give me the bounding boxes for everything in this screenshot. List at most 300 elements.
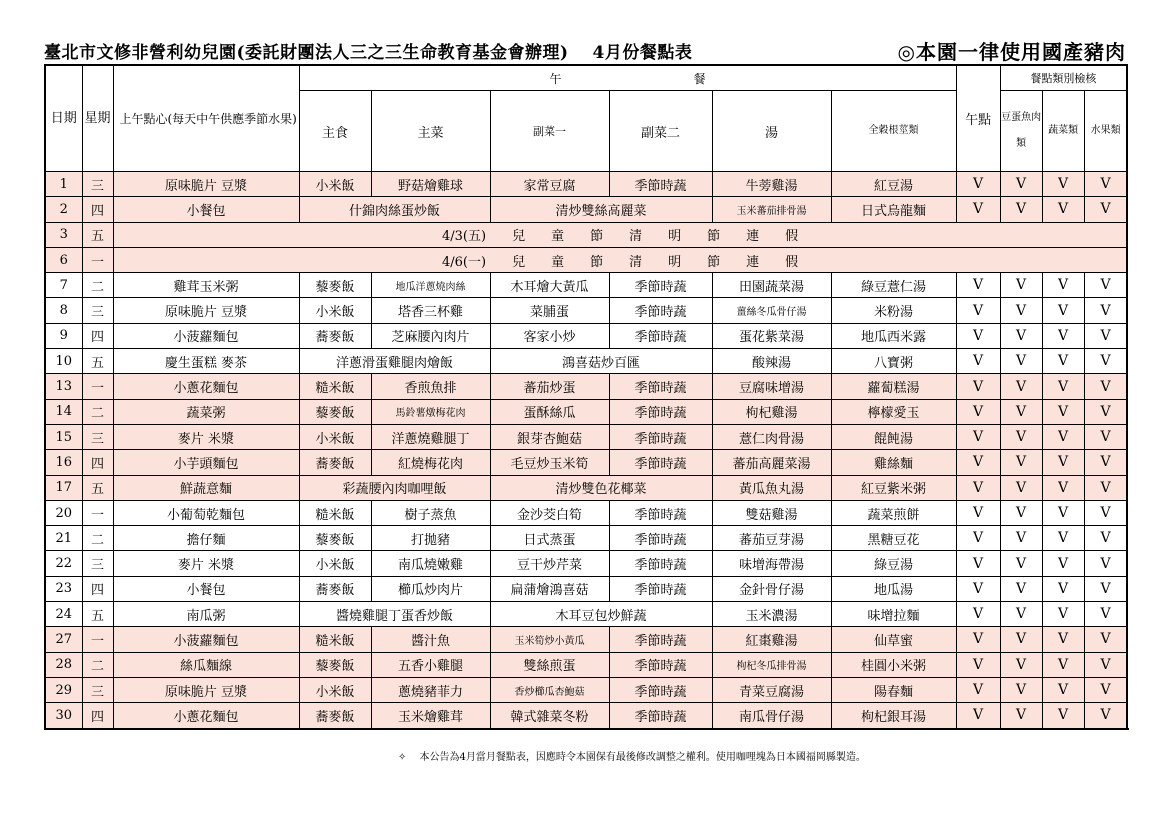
header-side1: 副菜一 — [490, 91, 609, 172]
morning-snack-cell: 原味脆片 豆漿 — [113, 298, 299, 323]
holiday-cell: 4/6(一) 兒 童 節 清 明 節 連 假 — [113, 247, 1127, 272]
menu-row — [45, 500, 1127, 525]
check-veg-mark: V — [1042, 526, 1084, 551]
side-dish-2-cell: 季節時蔬 — [609, 273, 712, 298]
side-dish-2-cell: 季節時蔬 — [609, 323, 712, 348]
page-title: 臺北市文修非營利幼兒園(委託財團法人三之三生命教育基金會辦理) 4月份餐點表 — [44, 43, 693, 63]
check-protein-mark: V — [1000, 399, 1042, 424]
afternoon-snack-cell: 紅豆紫米粥 — [831, 475, 956, 500]
menu-row — [45, 576, 1127, 601]
side-dish-1-cell: 韓式雜菜冬粉 — [490, 703, 609, 729]
weekday-cell: 四 — [82, 197, 113, 222]
morning-snack-cell: 麥片 米漿 — [113, 424, 299, 449]
check-fruit-mark: V — [1084, 576, 1127, 601]
morning-snack-cell: 小蔥花麵包 — [113, 703, 299, 729]
menu-row — [45, 424, 1127, 449]
check-protein-mark: V — [1000, 475, 1042, 500]
main-dish-cell: 蔥燒豬菲力 — [371, 677, 490, 702]
side-dish-2-cell: 季節時蔬 — [609, 399, 712, 424]
menu-row — [45, 526, 1127, 551]
check-veg-mark: V — [1042, 602, 1084, 627]
soup-cell: 薏仁肉骨湯 — [712, 424, 831, 449]
check-veg-mark: V — [1042, 349, 1084, 374]
day-cell: 16 — [45, 450, 82, 475]
header-lunch: 午 餐 — [299, 65, 956, 91]
check-veg-mark: V — [1042, 298, 1084, 323]
check-fruit-mark: V — [1084, 526, 1127, 551]
afternoon-snack-cell: 地瓜西米露 — [831, 323, 956, 348]
staple-cell: 糙米飯 — [299, 500, 371, 525]
check-grain-mark: V — [956, 475, 1000, 500]
morning-snack-cell: 絲瓜麵線 — [113, 652, 299, 677]
main-dish-cell: 芝麻腰內肉片 — [371, 323, 490, 348]
check-grain-mark: V — [956, 500, 1000, 525]
side-dish-2-cell: 季節時蔬 — [609, 677, 712, 702]
check-veg-mark: V — [1042, 273, 1084, 298]
morning-snack-cell: 慶生蛋糕 麥茶 — [113, 349, 299, 374]
day-cell: 23 — [45, 576, 82, 601]
day-cell: 15 — [45, 424, 82, 449]
check-grain-mark: V — [956, 349, 1000, 374]
check-veg-mark: V — [1042, 197, 1084, 222]
check-protein-mark: V — [1000, 500, 1042, 525]
morning-snack-cell: 麥片 米漿 — [113, 551, 299, 576]
afternoon-snack-cell: 枸杞銀耳湯 — [831, 703, 956, 729]
check-fruit-mark: V — [1084, 323, 1127, 348]
header-veg: 蔬菜類 — [1042, 91, 1084, 172]
side-dish-1-cell: 雙絲煎蛋 — [490, 652, 609, 677]
check-grain-mark: V — [956, 197, 1000, 222]
main-dish-cell: 櫛瓜炒肉片 — [371, 576, 490, 601]
menu-row — [45, 323, 1127, 348]
weekday-cell: 三 — [82, 172, 113, 197]
check-grain-mark: V — [956, 273, 1000, 298]
check-veg-mark: V — [1042, 424, 1084, 449]
side-dish-1-cell: 毛豆炒玉米筍 — [490, 450, 609, 475]
check-grain-mark: V — [956, 576, 1000, 601]
check-grain-mark: V — [956, 602, 1000, 627]
staple-cell: 藜麥飯 — [299, 399, 371, 424]
side-dish-2-cell: 季節時蔬 — [609, 526, 712, 551]
day-cell: 13 — [45, 374, 82, 399]
header-row-1 — [45, 65, 1127, 91]
menu-row — [45, 450, 1127, 475]
weekday-cell: 一 — [82, 374, 113, 399]
menu-row — [45, 247, 1127, 272]
title-row — [44, 38, 1126, 64]
soup-cell: 玉米蕃茄排骨湯 — [712, 197, 831, 222]
side-dish-2-cell: 季節時蔬 — [609, 703, 712, 729]
afternoon-snack-cell: 餛飩湯 — [831, 424, 956, 449]
header-side2: 副菜二 — [609, 91, 712, 172]
morning-snack-cell: 小餐包 — [113, 197, 299, 222]
main-dish-cell: 塔香三杯雞 — [371, 298, 490, 323]
menu-row — [45, 197, 1127, 222]
main-dish-cell: 打拋豬 — [371, 526, 490, 551]
afternoon-snack-cell: 檸檬愛玉 — [831, 399, 956, 424]
side-dish-2-cell: 季節時蔬 — [609, 172, 712, 197]
side-dish-1-cell: 菜脯蛋 — [490, 298, 609, 323]
check-fruit-mark: V — [1084, 602, 1127, 627]
menu-row — [45, 551, 1127, 576]
check-veg-mark: V — [1042, 450, 1084, 475]
afternoon-snack-cell: 黑糖豆花 — [831, 526, 956, 551]
staple-cell: 藜麥飯 — [299, 273, 371, 298]
weekday-cell: 三 — [82, 298, 113, 323]
check-veg-mark: V — [1042, 399, 1084, 424]
afternoon-snack-cell: 蘿蔔糕湯 — [831, 374, 956, 399]
check-fruit-mark: V — [1084, 424, 1127, 449]
main-dish-cell: 玉米燴雞茸 — [371, 703, 490, 729]
header-staple: 主食 — [299, 91, 371, 172]
check-protein-mark: V — [1000, 652, 1042, 677]
side-dish-2-cell: 季節時蔬 — [609, 298, 712, 323]
check-protein-mark: V — [1000, 602, 1042, 627]
day-cell: 8 — [45, 298, 82, 323]
side-dish-2-cell: 季節時蔬 — [609, 652, 712, 677]
check-veg-mark: V — [1042, 703, 1084, 729]
menu-row — [45, 172, 1127, 197]
morning-snack-cell: 鮮蔬意麵 — [113, 475, 299, 500]
soup-cell: 酸辣湯 — [712, 349, 831, 374]
check-fruit-mark: V — [1084, 703, 1127, 729]
staple-cell: 糙米飯 — [299, 627, 371, 652]
check-fruit-mark: V — [1084, 551, 1127, 576]
check-protein-mark: V — [1000, 172, 1042, 197]
main-dish-cell: 醬汁魚 — [371, 627, 490, 652]
check-protein-mark: V — [1000, 677, 1042, 702]
check-protein-mark: V — [1000, 374, 1042, 399]
staple-cell: 蕎麥飯 — [299, 576, 371, 601]
weekday-cell: 四 — [82, 450, 113, 475]
morning-snack-cell: 原味脆片 豆漿 — [113, 677, 299, 702]
header-soup: 湯 — [712, 91, 831, 172]
check-fruit-mark: V — [1084, 652, 1127, 677]
staple-cell: 蕎麥飯 — [299, 703, 371, 729]
check-grain-mark: V — [956, 399, 1000, 424]
day-cell: 28 — [45, 652, 82, 677]
menu-row — [45, 273, 1127, 298]
header-weekday: 星期 — [82, 65, 113, 172]
main-dish-cell: 野菇燴雞球 — [371, 172, 490, 197]
check-veg-mark: V — [1042, 374, 1084, 399]
morning-snack-cell: 小餐包 — [113, 576, 299, 601]
side-dish-2-cell: 季節時蔬 — [609, 627, 712, 652]
weekday-cell: 四 — [82, 576, 113, 601]
main-dish-cell: 紅燒梅花肉 — [371, 450, 490, 475]
check-grain-mark: V — [956, 703, 1000, 729]
side-dish-1-cell: 日式蒸蛋 — [490, 526, 609, 551]
header-protein: 豆蛋魚肉類 — [1000, 91, 1042, 172]
sides-cell: 清炒雙色花椰菜 — [490, 475, 712, 500]
check-grain-mark: V — [956, 652, 1000, 677]
staple-cell: 藜麥飯 — [299, 526, 371, 551]
weekday-cell: 五 — [82, 475, 113, 500]
weekday-cell: 五 — [82, 222, 113, 247]
holiday-cell: 4/3(五) 兒 童 節 清 明 節 連 假 — [113, 222, 1127, 247]
check-fruit-mark: V — [1084, 374, 1127, 399]
side-dish-1-cell: 銀芽杏鮑菇 — [490, 424, 609, 449]
side-dish-2-cell: 季節時蔬 — [609, 450, 712, 475]
check-protein-mark: V — [1000, 450, 1042, 475]
staple-cell: 小米飯 — [299, 172, 371, 197]
check-grain-mark: V — [956, 374, 1000, 399]
afternoon-snack-cell: 陽春麵 — [831, 677, 956, 702]
afternoon-snack-cell: 紅豆湯 — [831, 172, 956, 197]
day-cell: 27 — [45, 627, 82, 652]
check-grain-mark: V — [956, 627, 1000, 652]
day-cell: 9 — [45, 323, 82, 348]
day-cell: 10 — [45, 349, 82, 374]
header-morning: 上午點心(每天中午供應季節水果) — [113, 65, 299, 172]
soup-cell: 牛蒡雞湯 — [712, 172, 831, 197]
header-day: 日期 — [45, 65, 82, 172]
morning-snack-cell: 小菠蘿麵包 — [113, 627, 299, 652]
weekday-cell: 二 — [82, 652, 113, 677]
afternoon-snack-cell: 桂圓小米粥 — [831, 652, 956, 677]
staple-main-cell: 什錦肉絲蛋炒飯 — [299, 197, 490, 222]
side-dish-2-cell: 季節時蔬 — [609, 374, 712, 399]
soup-cell: 黃瓜魚丸湯 — [712, 475, 831, 500]
soup-cell: 蛋花紫菜湯 — [712, 323, 831, 348]
staple-cell: 小米飯 — [299, 677, 371, 702]
day-cell: 21 — [45, 526, 82, 551]
staple-main-cell: 洋蔥滑蛋雞腿肉燴飯 — [299, 349, 490, 374]
check-fruit-mark: V — [1084, 349, 1127, 374]
weekday-cell: 二 — [82, 526, 113, 551]
check-veg-mark: V — [1042, 551, 1084, 576]
check-fruit-mark: V — [1084, 627, 1127, 652]
weekday-cell: 二 — [82, 273, 113, 298]
soup-cell: 枸杞冬瓜排骨湯 — [712, 652, 831, 677]
day-cell: 2 — [45, 197, 82, 222]
soup-cell: 青菜豆腐湯 — [712, 677, 831, 702]
check-grain-mark: V — [956, 424, 1000, 449]
check-grain-mark: V — [956, 526, 1000, 551]
check-grain-mark: V — [956, 172, 1000, 197]
afternoon-snack-cell: 八寶粥 — [831, 349, 956, 374]
soup-cell: 枸杞雞湯 — [712, 399, 831, 424]
weekday-cell: 一 — [82, 247, 113, 272]
check-fruit-mark: V — [1084, 475, 1127, 500]
day-cell: 3 — [45, 222, 82, 247]
afternoon-snack-cell: 地瓜湯 — [831, 576, 956, 601]
main-dish-cell: 香煎魚排 — [371, 374, 490, 399]
menu-row — [45, 627, 1127, 652]
soup-cell: 蕃茄豆芽湯 — [712, 526, 831, 551]
check-protein-mark: V — [1000, 627, 1042, 652]
check-protein-mark: V — [1000, 197, 1042, 222]
morning-snack-cell: 雞茸玉米粥 — [113, 273, 299, 298]
morning-snack-cell: 南瓜粥 — [113, 602, 299, 627]
side-dish-1-cell: 金沙茭白筍 — [490, 500, 609, 525]
menu-row — [45, 349, 1127, 374]
side-dish-1-cell: 豆干炒芹菜 — [490, 551, 609, 576]
main-dish-cell: 南瓜燒嫩雞 — [371, 551, 490, 576]
soup-cell: 田園蔬菜湯 — [712, 273, 831, 298]
soup-cell: 南瓜骨仔湯 — [712, 703, 831, 729]
staple-cell: 蕎麥飯 — [299, 450, 371, 475]
staple-cell: 藜麥飯 — [299, 652, 371, 677]
check-grain-mark: V — [956, 677, 1000, 702]
header-grain: 全穀根莖類 — [831, 91, 956, 172]
sides-cell: 清炒雙絲高麗菜 — [490, 197, 712, 222]
afternoon-snack-cell: 綠豆湯 — [831, 551, 956, 576]
morning-snack-cell: 蔬菜粥 — [113, 399, 299, 424]
check-protein-mark: V — [1000, 424, 1042, 449]
check-veg-mark: V — [1042, 627, 1084, 652]
weekday-cell: 一 — [82, 627, 113, 652]
weekday-cell: 三 — [82, 424, 113, 449]
check-grain-mark: V — [956, 450, 1000, 475]
afternoon-snack-cell: 仙草蜜 — [831, 627, 956, 652]
staple-cell: 小米飯 — [299, 551, 371, 576]
check-protein-mark: V — [1000, 526, 1042, 551]
main-dish-cell: 地瓜洋蔥燒肉絲 — [371, 273, 490, 298]
soup-cell: 金針骨仔湯 — [712, 576, 831, 601]
morning-snack-cell: 原味脆片 豆漿 — [113, 172, 299, 197]
side-dish-1-cell: 家常豆腐 — [490, 172, 609, 197]
check-veg-mark: V — [1042, 576, 1084, 601]
side-dish-2-cell: 季節時蔬 — [609, 500, 712, 525]
staple-cell: 糙米飯 — [299, 374, 371, 399]
weekday-cell: 三 — [82, 677, 113, 702]
check-veg-mark: V — [1042, 500, 1084, 525]
day-cell: 6 — [45, 247, 82, 272]
afternoon-snack-cell: 蔬菜煎餅 — [831, 500, 956, 525]
day-cell: 17 — [45, 475, 82, 500]
sides-cell: 鴻喜菇炒百匯 — [490, 349, 712, 374]
header-fruit: 水果類 — [1084, 91, 1127, 172]
header-afternoon: 午點 — [956, 65, 1000, 172]
afternoon-snack-cell: 日式烏龍麵 — [831, 197, 956, 222]
morning-snack-cell: 小葡萄乾麵包 — [113, 500, 299, 525]
menu-row — [45, 298, 1127, 323]
menu-row — [45, 703, 1127, 729]
weekday-cell: 二 — [82, 399, 113, 424]
check-protein-mark: V — [1000, 576, 1042, 601]
check-protein-mark: V — [1000, 551, 1042, 576]
weekday-cell: 三 — [82, 551, 113, 576]
day-cell: 24 — [45, 602, 82, 627]
afternoon-snack-cell: 綠豆薏仁湯 — [831, 273, 956, 298]
menu-row — [45, 652, 1127, 677]
sides-cell: 木耳豆包炒鮮蔬 — [490, 602, 712, 627]
morning-snack-cell: 擔仔麵 — [113, 526, 299, 551]
check-grain-mark: V — [956, 298, 1000, 323]
main-dish-cell: 馬鈴薯燉梅花肉 — [371, 399, 490, 424]
side-dish-1-cell: 蕃茄炒蛋 — [490, 374, 609, 399]
side-dish-1-cell: 玉米筍炒小黃瓜 — [490, 627, 609, 652]
staple-main-cell: 醬燒雞腿丁蛋香炒飯 — [299, 602, 490, 627]
check-protein-mark: V — [1000, 349, 1042, 374]
staple-cell: 小米飯 — [299, 424, 371, 449]
check-fruit-mark: V — [1084, 399, 1127, 424]
weekday-cell: 四 — [82, 703, 113, 729]
soup-cell: 蕃茄高麗菜湯 — [712, 450, 831, 475]
day-cell: 20 — [45, 500, 82, 525]
check-protein-mark: V — [1000, 298, 1042, 323]
check-fruit-mark: V — [1084, 298, 1127, 323]
header-main: 主菜 — [371, 91, 490, 172]
day-cell: 22 — [45, 551, 82, 576]
menu-row — [45, 602, 1127, 627]
menu-row — [45, 222, 1127, 247]
main-dish-cell: 五香小雞腿 — [371, 652, 490, 677]
check-veg-mark: V — [1042, 172, 1084, 197]
check-grain-mark: V — [956, 551, 1000, 576]
side-dish-1-cell: 香炒櫛瓜杏鮑菇 — [490, 677, 609, 702]
check-veg-mark: V — [1042, 323, 1084, 348]
check-veg-mark: V — [1042, 652, 1084, 677]
side-dish-1-cell: 客家小炒 — [490, 323, 609, 348]
check-veg-mark: V — [1042, 475, 1084, 500]
menu-row — [45, 475, 1127, 500]
soup-cell: 紅棗雞湯 — [712, 627, 831, 652]
check-fruit-mark: V — [1084, 172, 1127, 197]
staple-cell: 蕎麥飯 — [299, 323, 371, 348]
check-fruit-mark: V — [1084, 197, 1127, 222]
menu-row — [45, 677, 1127, 702]
staple-main-cell: 彩蔬腰內肉咖哩飯 — [299, 475, 490, 500]
weekday-cell: 一 — [82, 500, 113, 525]
footnote: ✧ 本公告為4月當月餐點表，因應時令本園保有最後修改調整之權利。使用咖哩塊為日本國福岡縣製造。 — [398, 752, 866, 763]
menu-table — [44, 64, 1128, 730]
morning-snack-cell: 小蔥花麵包 — [113, 374, 299, 399]
staple-cell: 小米飯 — [299, 298, 371, 323]
soup-cell: 味增海帶湯 — [712, 551, 831, 576]
menu-row — [45, 374, 1127, 399]
check-fruit-mark: V — [1084, 273, 1127, 298]
soup-cell: 雙菇雞湯 — [712, 500, 831, 525]
side-dish-2-cell: 季節時蔬 — [609, 551, 712, 576]
side-dish-2-cell: 季節時蔬 — [609, 424, 712, 449]
day-cell: 7 — [45, 273, 82, 298]
check-fruit-mark: V — [1084, 500, 1127, 525]
check-fruit-mark: V — [1084, 450, 1127, 475]
check-protein-mark: V — [1000, 703, 1042, 729]
pork-notice: ◎本園一律使用國產豬肉 — [897, 40, 1126, 64]
menu-row — [45, 399, 1127, 424]
weekday-cell: 五 — [82, 602, 113, 627]
side-dish-1-cell: 扁蒲燴鴻喜菇 — [490, 576, 609, 601]
afternoon-snack-cell: 雞絲麵 — [831, 450, 956, 475]
weekday-cell: 四 — [82, 323, 113, 348]
weekday-cell: 五 — [82, 349, 113, 374]
day-cell: 30 — [45, 703, 82, 729]
main-dish-cell: 洋蔥燒雞腿丁 — [371, 424, 490, 449]
header-check: 餐點類別檢核 — [1000, 65, 1127, 91]
main-dish-cell: 樹子蒸魚 — [371, 500, 490, 525]
afternoon-snack-cell: 米粉湯 — [831, 298, 956, 323]
morning-snack-cell: 小芋頭麵包 — [113, 450, 299, 475]
check-veg-mark: V — [1042, 677, 1084, 702]
side-dish-1-cell: 木耳燴大黃瓜 — [490, 273, 609, 298]
check-protein-mark: V — [1000, 323, 1042, 348]
side-dish-1-cell: 蛋酥絲瓜 — [490, 399, 609, 424]
day-cell: 1 — [45, 172, 82, 197]
check-protein-mark: V — [1000, 273, 1042, 298]
check-fruit-mark: V — [1084, 677, 1127, 702]
check-grain-mark: V — [956, 323, 1000, 348]
day-cell: 14 — [45, 399, 82, 424]
side-dish-2-cell: 季節時蔬 — [609, 576, 712, 601]
morning-snack-cell: 小菠蘿麵包 — [113, 323, 299, 348]
soup-cell: 豆腐味增湯 — [712, 374, 831, 399]
day-cell: 29 — [45, 677, 82, 702]
soup-cell: 薑絲冬瓜骨仔湯 — [712, 298, 831, 323]
afternoon-snack-cell: 味增拉麵 — [831, 602, 956, 627]
